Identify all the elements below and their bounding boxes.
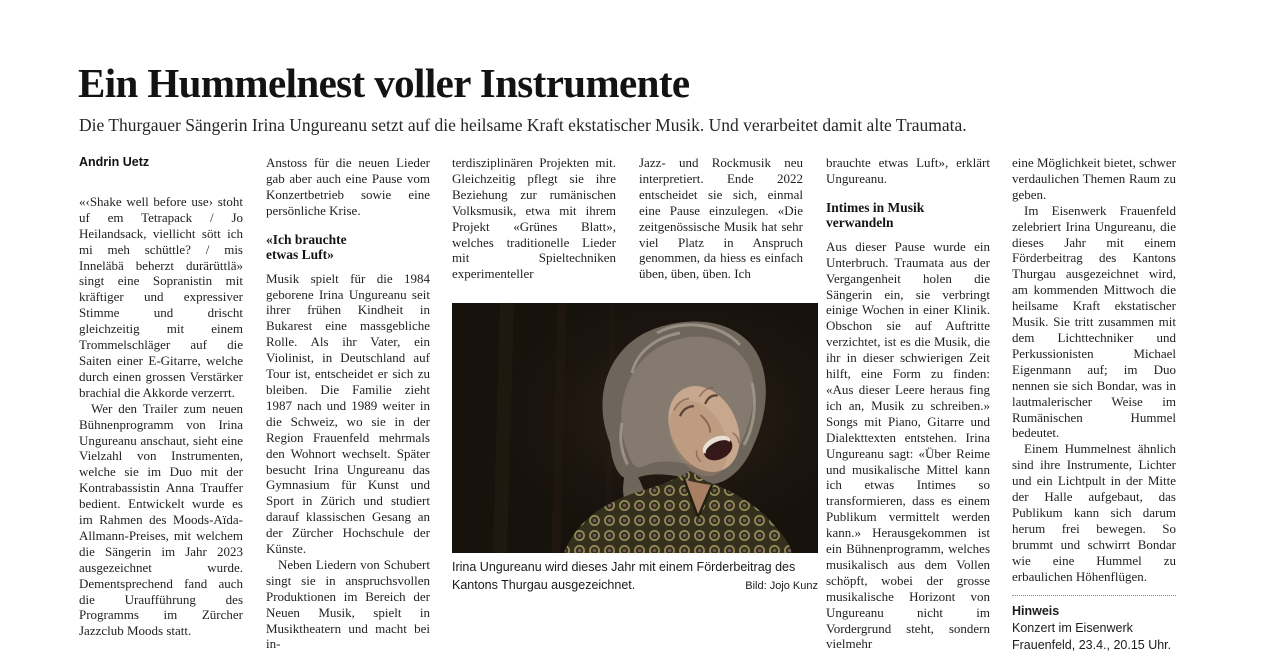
portrait-illustration	[452, 303, 818, 553]
notice-line: Konzert im Eisenwerk	[1012, 621, 1133, 636]
text-column-2	[266, 155, 430, 652]
text-column-6	[1012, 155, 1176, 654]
photo-caption: Irina Ungureanu wird dieses Jahr mit einem Förderbeitrag des Kantons Thurgau ausgezeichnet.	[452, 560, 796, 592]
article-subtitle: Die Thurgauer Sängerin Irina Ungureanu setzt auf die heilsame Kraft ekstatischer Musik. Und verarbeitet damit alte Traumata.	[79, 115, 967, 135]
paragraph: Im Eisenwerk Frauenfeld zelebriert Irina Ungureanu, die dieses Jahr mit einem Förderbeitrag des Kantons Thurgau ausgezeichnet wird, am kommenden Mittwoch die heilsame Kraft ekstatischer Musik. Sie tritt zusammen mit dem Lichttechniker und Perkussionisten Michael Eigenmann auf; im Duo nennen sie sich Bondar, was in lautmalerischer Weise im Rumänischen Hummel bedeutet.	[1012, 202, 1176, 441]
photo-credit: Bild: Jojo Kunz	[745, 580, 818, 592]
paragraph: Wer den Trailer zum neuen Bühnenprogramm von Irina Ungureanu anschaut, sieht eine Vielzahl von Instrumenten, welche sie im Duo mit der Kontrabassistin Anna Trauffer bedient. Entwickelt wurde es im Rahmen des Moods-Aïda-Allmann-Preises, mit welchem die Sängerin im Jahr 2023 ausgezeichnet wurde. Dementsprechend fand auch die Uraufführung des Programms im Zürcher Jazzclub Moods statt.	[79, 400, 243, 639]
paragraph: Jazz- und Rockmusik neu interpretiert. Ende 2022 entscheidet sie sich, einmal eine Pause einzulegen. «Die zeitgenössische Musik hat sehr viel Platz in Anspruch genommen, da hiess es einfach üben, üben, üben. Ich	[639, 155, 803, 282]
paragraph: Anstoss für die neuen Lieder gab aber auch eine Pause vom Konzertbetrieb sowie eine persönliche Krise.	[266, 155, 430, 218]
photo-caption-block	[452, 558, 818, 596]
article-headline: Ein Hummelnest voller Instrumente	[78, 60, 690, 106]
paragraph: Aus dieser Pause wurde ein Unterbruch. Traumata aus der Vergangenheit holen die Sängerin ein, sie verbringt einige Wochen in einer Klinik. Obschon sie auf Auftritte verzichtet, ist es die Musik, die ihr in dieser schwierigen Zeit hilft, eine Form zu finden: «Aus dieser Leere heraus fing ich an, Musik zu schreiben.» Songs mit Piano, Gitarre und Dialekttexten entstehen. Irina Ungureanu sagt: «Über Reime und musikalische Mittel kann ich etwas Intimes so transformieren, dass es einem Publikum vermittelt werden kann.» Herausgekommen ist ein Bühnenprogramm, welches musikalisch aus dem Vollen schöpft, wobei der grosse musikalische Horizont von Ungureanu nicht im Vordergrund steht, sondern vielmehr	[826, 238, 990, 652]
paragraph: terdisziplinären Projekten mit. Gleichzeitig pflegt sie ihre Beziehung zur rumänischen Volksmusik, etwa mit ihrem Projekt «Grünes Blatt», welches traditionelle Lieder mit Spieltechniken experimenteller	[452, 155, 616, 282]
text-column-1	[79, 155, 243, 639]
subheading-line: «Ich brauchte	[266, 231, 347, 247]
text-column-5	[826, 155, 990, 652]
text-column-4	[639, 155, 803, 282]
subheading-line: Intimes in Musik	[826, 199, 925, 215]
subheading-line: verwandeln	[826, 215, 894, 231]
paragraph: Musik spielt für die 1984 geborene Irina Ungureanu seit ihrer frühen Kindheit in Bukarest eine massgebliche Rolle. Als ihr Vater, ein Violinist, in Deutschland auf Tour ist, entscheidet er sich zu bleiben. Die Familie zieht 1987 nach und 1989 weiter in die Schweiz, wo sie in der Region Frauenfeld mehrmals den Wohnort wechselt. Später besucht Irina Ungureanu das Gymnasium für Kunst und Sport in Zürich und studiert darauf klassischen Gesang an der Zürcher Hochschule der Künste.	[266, 270, 430, 557]
author-byline: Andrin Uetz	[79, 155, 150, 169]
subheading-intimes-in-musik	[826, 200, 990, 231]
portrait-photo-irina-ungureanu	[452, 303, 818, 553]
paragraph: eine Möglichkeit bietet, schwer verdaulichen Themen Raum zu geben.	[1012, 155, 1176, 202]
text-column-3	[452, 155, 616, 282]
paragraph: Einem Hummelnest ähnlich sind ihre Instrumente, Lichter und ein Lichtpult in der Mitte der Halle aufgebaut, das Publikum kann sich darum herum frei bewegen. So brummt und schwirrt Bondar wie eine Hummel zu erbaulichen Höhenflügen.	[1012, 441, 1176, 584]
paragraph: brauchte etwas Luft», erklärt Ungureanu.	[826, 155, 990, 186]
notice-title: Hinweis	[1012, 604, 1060, 619]
event-notice-box	[1012, 595, 1176, 654]
notice-line: Frauenfeld, 23.4., 20.15 Uhr.	[1012, 638, 1172, 653]
subheading-line: etwas Luft»	[266, 247, 334, 263]
subheading-ich-brauchte-etwas-luft	[266, 232, 430, 263]
paragraph: «‹Shake well before use› stoht uf em Tetrapack / Jo Heilandsack, viellicht sött ich mi meh schüttle? / mis Inneläbä beherzt durärüttlä» singt eine Sopranistin mit kräftiger und expressiver Stimme und drischt gleichzeitig mit einem Trommelschläger auf die Saiten einer E-Gitarre, welche durch einen grossen Verstärker brachial die Akkorde verzerrt.	[79, 193, 243, 400]
paragraph: Neben Liedern von Schubert singt sie in anspruchsvollen Produktionen im Bereich der Neuen Musik, spielt in Musiktheatern und macht bei in-	[266, 556, 430, 652]
